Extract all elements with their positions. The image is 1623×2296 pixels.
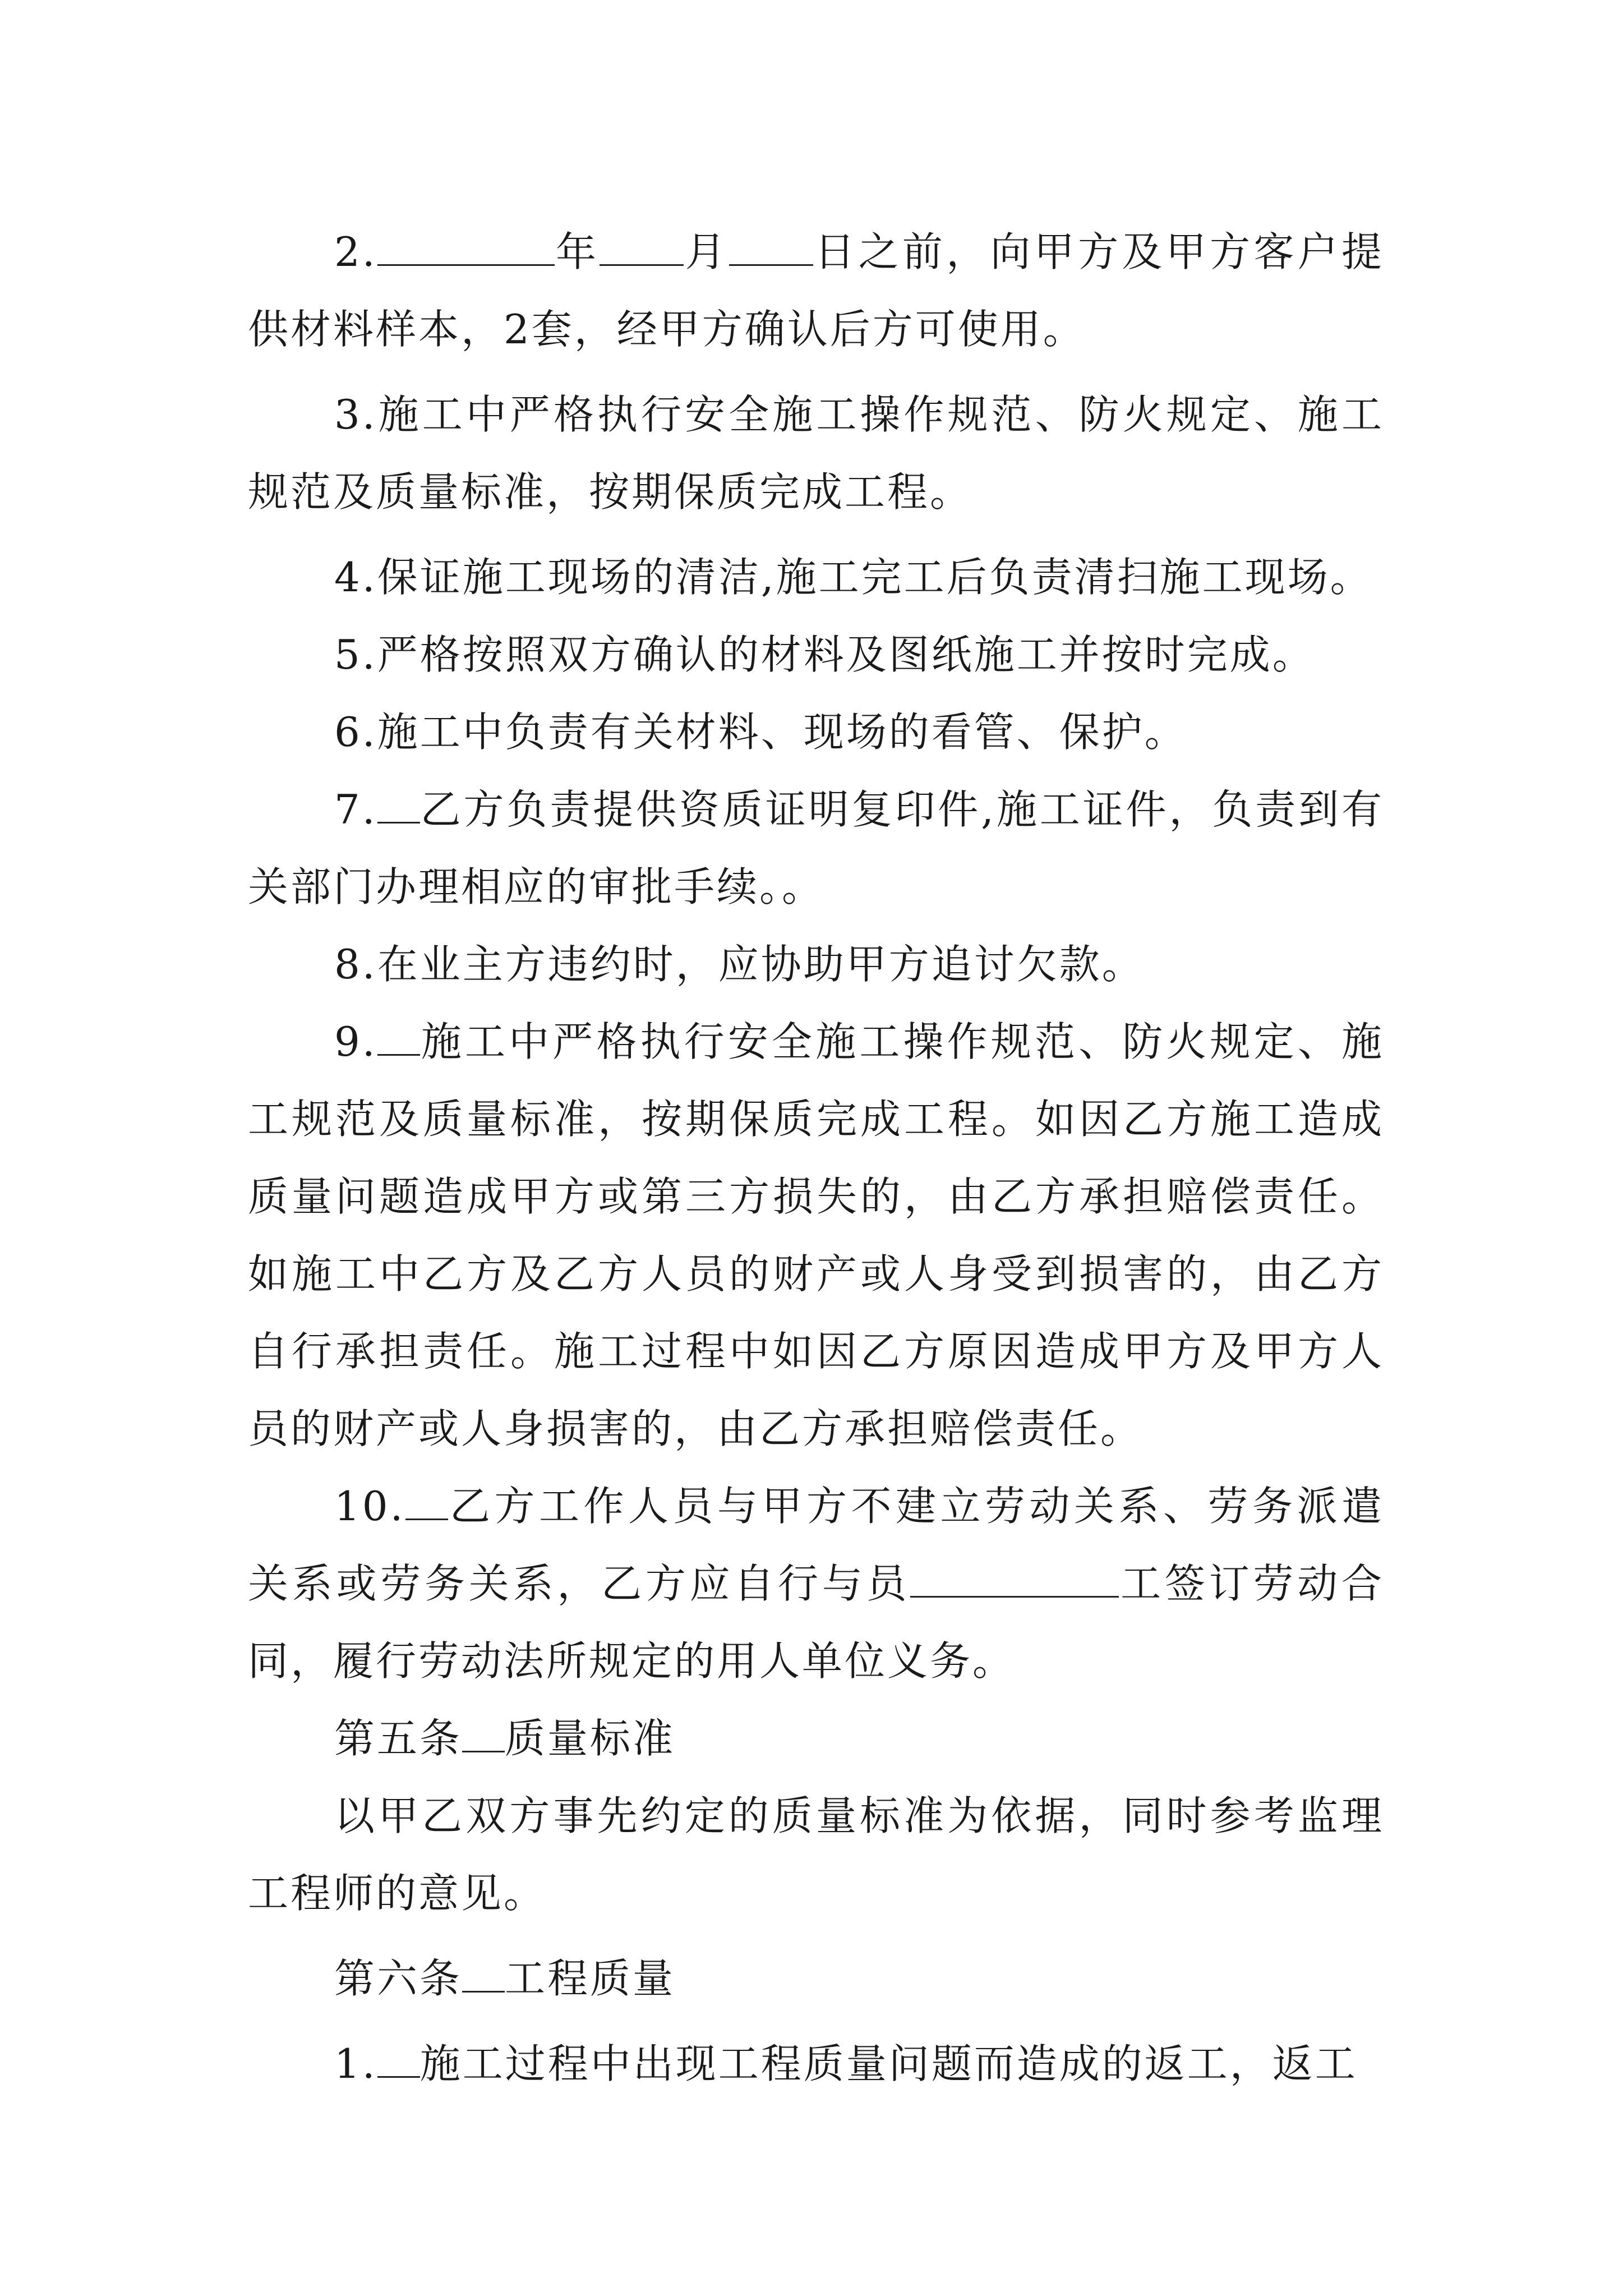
article-number: 第六条 — [334, 1955, 463, 2002]
paragraph-quality-basis — [248, 1777, 1384, 1932]
blank-day-field — [729, 229, 813, 266]
clause-text: 以甲乙双方事先约定的质量标准为依据，同时参考监理工程师的意见。 — [248, 1792, 1384, 1917]
paragraph-safety-standards — [248, 376, 1384, 531]
clause-text: 施工过程中出现工程质量问题而造成的返工，返工 — [419, 2040, 1358, 2087]
clause-text: 施工中严格执行安全施工操作规范、防火规定、施工规范及质量标准，按期保质完成工程。如因乙方施工造成质量问题造成甲方或第三方损失的，由乙方承担赔偿责任。如施工中乙方及乙方人员的财产或人身受到损害的，由乙方自行承担责任。施工过程中如因乙方原因造成甲方及甲方人员的财产或人身损害的，由乙方承担赔偿责任。 — [248, 1018, 1384, 1452]
clause-text: 工签订劳动合同，履行劳动法所规定的用人单位义务。 — [248, 1560, 1384, 1685]
paragraph-drawings-compliance — [248, 616, 1384, 693]
clause-text: 3.施工中严格执行安全施工操作规范、防火规定、施工规范及质量标准，按期保质完成工程。 — [248, 391, 1384, 516]
blank-field — [405, 1484, 448, 1520]
paragraph-qualification-docs — [248, 771, 1384, 926]
clause-text: 日之前，向甲方及甲方客户提供材料样本，2套，经甲方确认后方可使用。 — [248, 228, 1384, 353]
clause-text: 4.保证施工现场的清洁,施工完工后负责清扫施工现场。 — [334, 554, 1373, 601]
clause-number: 10. — [334, 1483, 405, 1530]
clause-number: 9. — [334, 1018, 377, 1065]
text-month: 月 — [684, 228, 729, 275]
contract-text — [248, 213, 1384, 2102]
article-title: 质量标准 — [505, 1715, 676, 1762]
blank-field — [377, 2041, 420, 2078]
clause-text: 乙方负责提供资质证明复印件,施工证件，负责到有关部门办理相应的审批手续。。 — [248, 786, 1384, 910]
clause-number: 2. — [334, 228, 377, 275]
paragraph-site-cleaning — [248, 539, 1384, 616]
paragraph-debt-collection — [248, 926, 1384, 1003]
text-year: 年 — [554, 228, 600, 275]
paragraph-sample-delivery — [248, 213, 1384, 368]
blank-field — [462, 1716, 505, 1752]
blank-year-field — [377, 229, 555, 266]
clause-text: 6.施工中负责有关材料、现场的看管、保护。 — [334, 708, 1187, 756]
paragraph-rework — [248, 2025, 1384, 2102]
blank-month-field — [600, 229, 684, 266]
paragraph-liability — [248, 1003, 1384, 1467]
clause-number: 1. — [334, 2040, 377, 2087]
clause-number: 7. — [334, 786, 377, 833]
article-6-heading — [248, 1940, 1384, 2017]
clause-text: 乙方工作人员与甲方不建立劳动关系、劳务派遣关系或劳务关系，乙方应自行与员 — [248, 1483, 1384, 1607]
article-number: 第五条 — [334, 1715, 463, 1762]
blank-field — [377, 787, 420, 823]
article-5-heading — [248, 1700, 1384, 1777]
blank-field — [377, 1019, 420, 1056]
blank-field — [462, 1956, 505, 1993]
article-title: 工程质量 — [505, 1955, 676, 2002]
paragraph-labor-relations — [248, 1467, 1384, 1700]
paragraph-material-custody — [248, 693, 1384, 771]
clause-text: 8.在业主方违约时，应协助甲方追讨欠款。 — [334, 941, 1145, 988]
clause-text: 5.严格按照双方确认的材料及图纸施工并按时完成。 — [334, 631, 1315, 678]
blank-employee-field — [910, 1561, 1119, 1598]
